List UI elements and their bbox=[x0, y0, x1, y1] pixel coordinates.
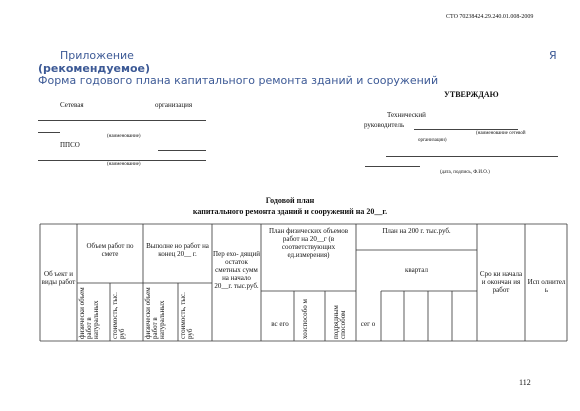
approval-name-note: (наименование сетевой bbox=[476, 131, 526, 136]
approval-name-note-2: организации) bbox=[418, 138, 447, 143]
col-volume: Объем работ по смете bbox=[86, 242, 134, 258]
ppso-label: ППСО bbox=[60, 141, 80, 149]
tech-director-label-2: руководитель bbox=[364, 121, 405, 129]
appendix-letter: Я bbox=[549, 49, 557, 62]
sub-own-method: хозспособо м bbox=[301, 299, 309, 339]
sub-contract-method: подрядным способом bbox=[332, 305, 347, 339]
appendix-label: Приложение bbox=[60, 49, 134, 62]
plan-title-line2: капитального ремонта зданий и сооружений на 20__г. bbox=[192, 207, 388, 216]
approve-heading: УТВЕРЖДАЮ bbox=[444, 90, 499, 99]
tech-director-label-1: Технический bbox=[387, 111, 426, 119]
organization-label: организация bbox=[155, 101, 193, 109]
col-done: Выполне но работ на конец 20__ г. bbox=[146, 242, 209, 258]
approval-sign-note: (дата, подпись, Ф.И.О.) bbox=[440, 170, 490, 175]
sub-phys-volume-2: физически объем работ в натуральных bbox=[144, 287, 166, 339]
sub-total: вс его bbox=[271, 320, 289, 328]
form-title: Форма годового плана капитального ремонта зданий и сооружений bbox=[38, 74, 439, 87]
col-plan-200: План на 200 г. тыс.руб. bbox=[382, 227, 451, 235]
network-label: Сетевая bbox=[60, 101, 84, 109]
document-code: СТО 70238424.29.240.01.008-2009 bbox=[446, 14, 534, 20]
sub-total-money: сег о bbox=[360, 320, 376, 328]
sub-cost-2: стоимость, тыс. руб bbox=[179, 292, 194, 339]
col-remaining: Пер ехо- дящий остаток сметных сумм на начало 20__г. тыс.руб. bbox=[213, 250, 260, 290]
col-object: Об ъект и виды работ bbox=[41, 270, 76, 286]
sub-cost-1: стоимость, тыс. руб bbox=[111, 292, 126, 339]
sub-phys-volume-1: физически объем работ в натуральных bbox=[78, 287, 100, 339]
plan-title-line1: Годовой план bbox=[265, 196, 315, 205]
col-executor: Исп олнител ь bbox=[527, 278, 566, 294]
col-quarter: квартал bbox=[405, 266, 428, 274]
col-terms: Сро ки начала и окончан ия работ bbox=[479, 270, 523, 294]
ppso-name-note: (наименование) bbox=[107, 162, 141, 167]
page-number: 112 bbox=[519, 378, 531, 387]
recommended-label: (рекомендуемое) bbox=[38, 62, 150, 75]
org-name-note: (наименование) bbox=[107, 134, 141, 139]
col-phys-plan: План физических объемов работ на 20__г (в соответствующих ед.измерения) bbox=[268, 227, 349, 259]
